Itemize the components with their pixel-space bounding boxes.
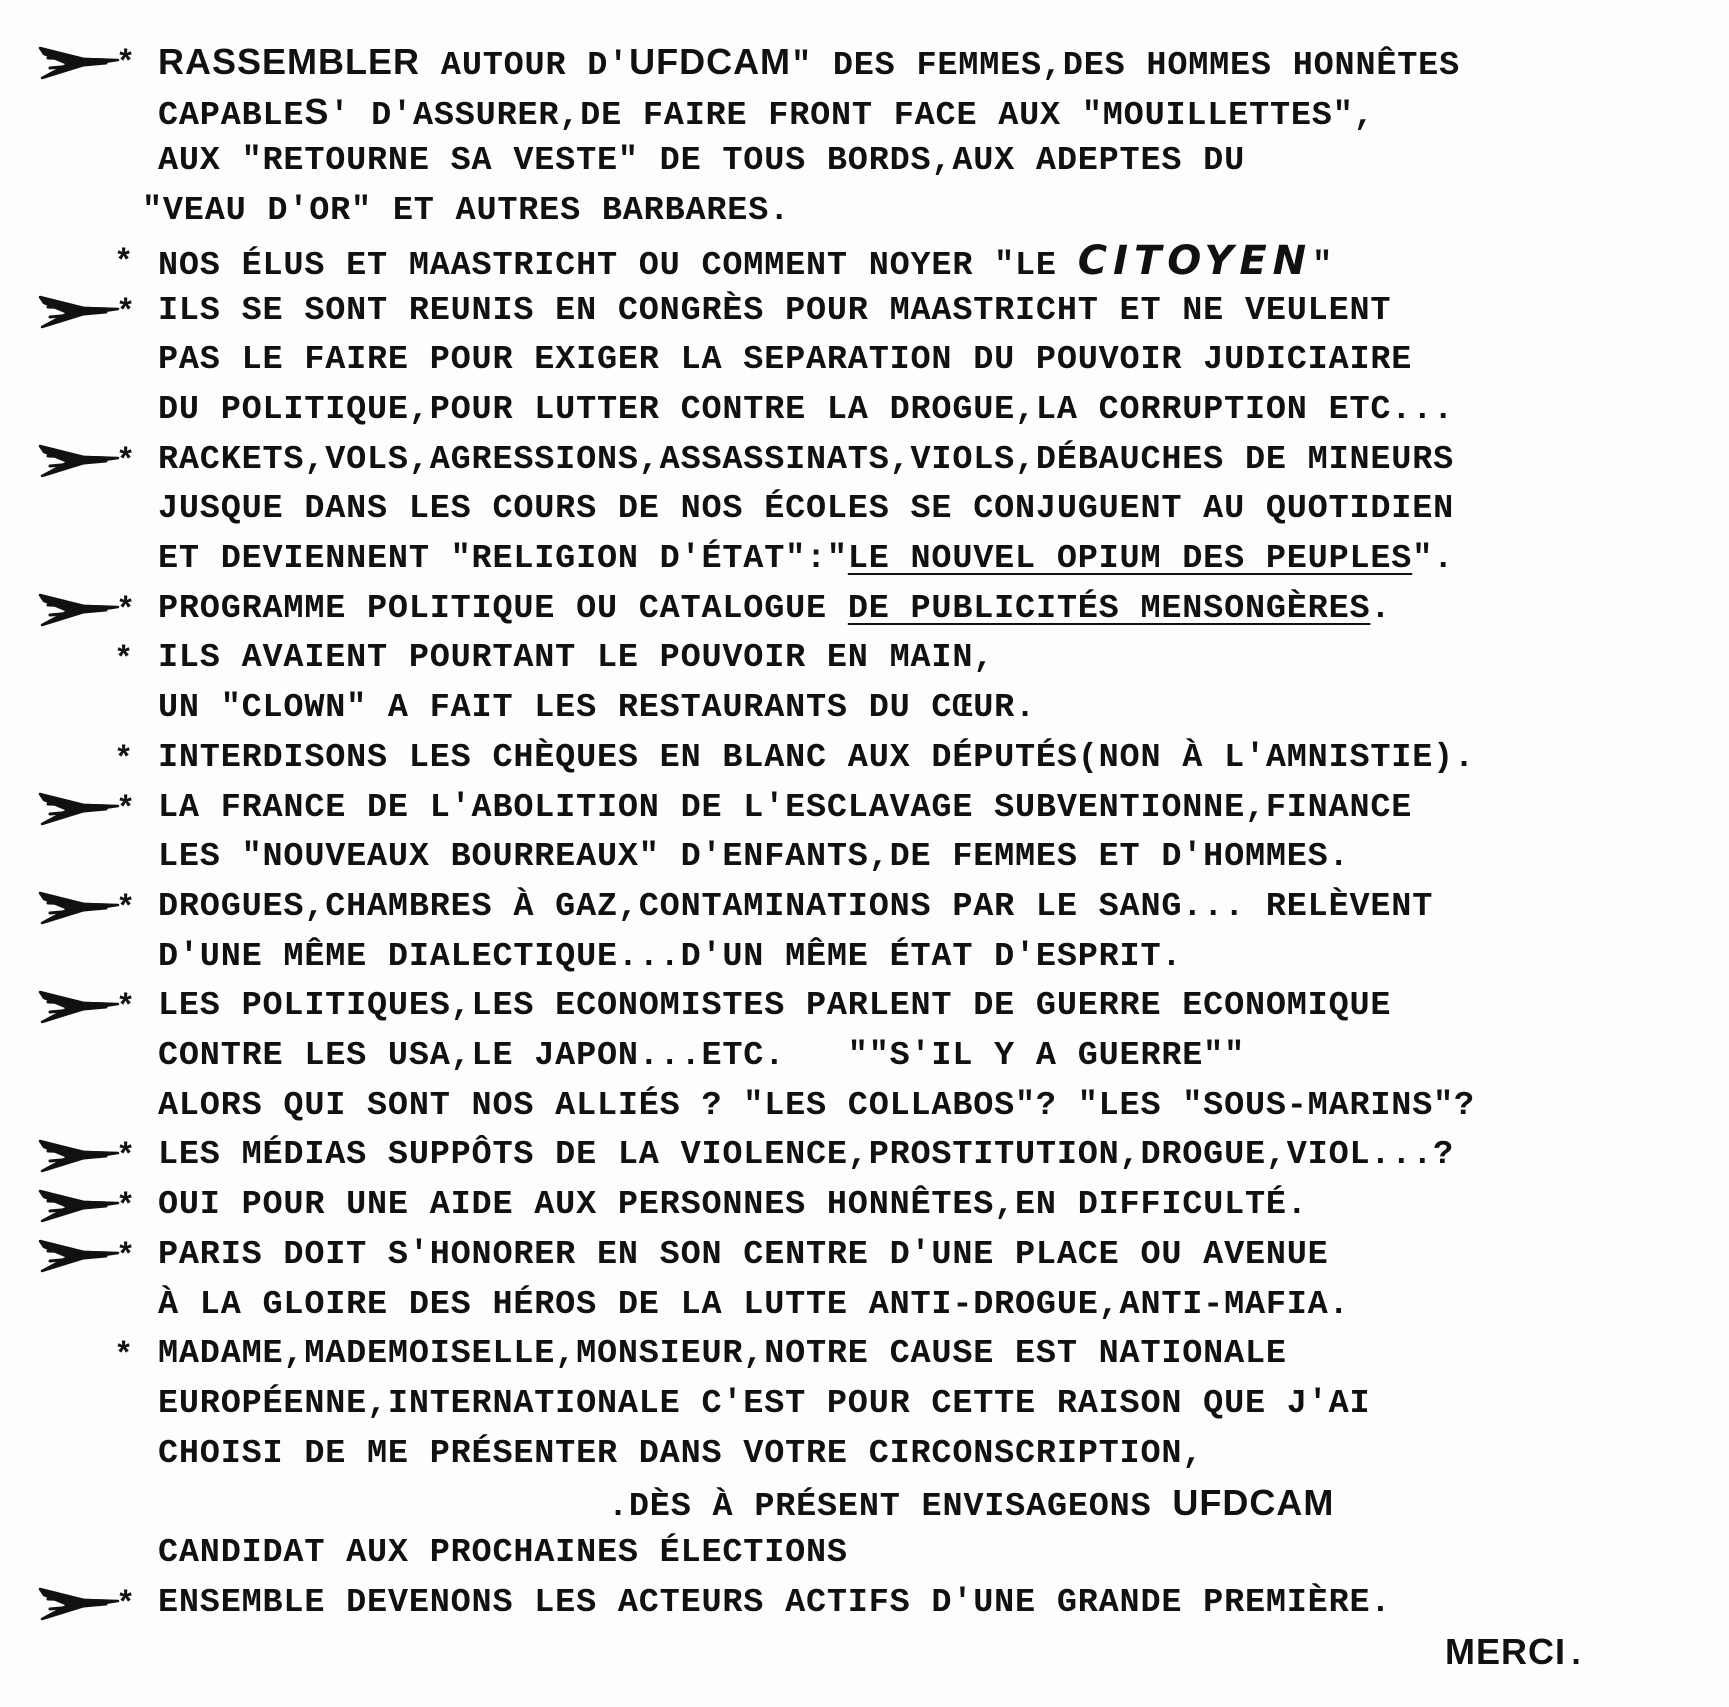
text-line bbox=[158, 1434, 1203, 1474]
text-segment: CAPABLE bbox=[158, 97, 305, 135]
text-segment: NOS ÉLUS ET MAASTRICHT OU COMMENT NOYER "LE bbox=[158, 247, 1078, 285]
text-line bbox=[158, 1086, 1475, 1126]
arrow-icon bbox=[38, 589, 124, 634]
text-segment: "VEAU D'OR" ET AUTRES BARBARES. bbox=[142, 192, 791, 230]
arrow-icon bbox=[38, 1185, 124, 1230]
text-segment: ET DEVIENNENT "RELIGION D'ÉTAT":" bbox=[158, 540, 848, 578]
text-segment: ' D'ASSURER,DE FAIRE FRONT FACE AUX "MOUILLETTES", bbox=[329, 97, 1375, 135]
text-line bbox=[158, 1036, 1245, 1076]
text-line bbox=[158, 788, 1412, 828]
text-line bbox=[158, 638, 994, 678]
text-line bbox=[158, 738, 1475, 778]
asterisk-icon: * bbox=[116, 989, 136, 1026]
asterisk-icon: * bbox=[116, 890, 136, 927]
text-line bbox=[158, 42, 1460, 86]
text-line bbox=[158, 1135, 1454, 1175]
text-line bbox=[158, 539, 1454, 579]
text-segment: EUROPÉENNE,INTERNATIONALE C'EST POUR CETTE RAISON QUE J'AI bbox=[158, 1385, 1371, 1423]
asterisk-icon: * bbox=[116, 443, 136, 480]
emphasis-text: MERCI bbox=[1445, 1631, 1566, 1672]
text-segment: AUX "RETOURNE SA VESTE" DE TOUS BORDS,AUX ADEPTES DU bbox=[158, 142, 1245, 180]
text-segment: PROGRAMME POLITIQUE OU CATALOGUE bbox=[158, 590, 848, 628]
text-segment: CANDIDAT AUX PROCHAINES ÉLECTIONS bbox=[158, 1534, 848, 1572]
text-segment: ALORS QUI SONT NOS ALLIÉS ? "LES COLLABOS"? "LES "SOUS-MARINS"? bbox=[158, 1087, 1475, 1125]
text-segment: LA FRANCE DE L'ABOLITION DE L'ESCLAVAGE SUBVENTIONNE,FINANCE bbox=[158, 789, 1413, 827]
asterisk-icon: * bbox=[116, 1138, 136, 1175]
text-line bbox=[158, 1285, 1350, 1325]
text-segment: AUTOUR D' bbox=[420, 47, 630, 85]
text-segment: PAS LE FAIRE POUR EXIGER LA SEPARATION DU POUVOIR JUDICIAIRE bbox=[158, 341, 1413, 379]
arrow-icon bbox=[38, 788, 124, 833]
arrow-icon bbox=[38, 887, 124, 932]
arrow-icon bbox=[38, 1135, 124, 1180]
arrow-icon bbox=[38, 291, 124, 336]
text-segment: ILS SE SONT REUNIS EN CONGRÈS POUR MAASTRICHT ET NE VEULENT bbox=[158, 292, 1392, 330]
text-line bbox=[158, 1583, 1391, 1623]
arrow-icon bbox=[38, 42, 124, 87]
text-line bbox=[1445, 1632, 1587, 1676]
text-line bbox=[158, 837, 1350, 877]
text-line bbox=[158, 440, 1454, 480]
text-line bbox=[142, 191, 790, 231]
text-segment: LES MÉDIAS SUPPÔTS DE LA VIOLENCE,PROSTITUTION,DROGUE,VIOL...? bbox=[158, 1136, 1455, 1174]
text-segment: À LA GLOIRE DES HÉROS DE LA LUTTE ANTI-DROGUE,ANTI-MAFIA. bbox=[158, 1286, 1350, 1324]
text-line bbox=[158, 238, 1334, 286]
asterisk-icon: * bbox=[116, 1586, 136, 1623]
text-segment: LES "NOUVEAUX BOURREAUX" D'ENFANTS,DE FEMMES ET D'HOMMES. bbox=[158, 838, 1350, 876]
text-segment: .DÈS À PRÉSENT ENVISAGEONS bbox=[608, 1488, 1173, 1526]
emphasis-text: UFDCAM bbox=[629, 41, 792, 82]
text-line bbox=[158, 291, 1391, 331]
text-line bbox=[608, 1483, 1334, 1527]
text-line bbox=[158, 1185, 1308, 1225]
text-segment: LES POLITIQUES,LES ECONOMISTES PARLENT DE GUERRE ECONOMIQUE bbox=[158, 987, 1392, 1025]
emphasis-text: UFDCAM bbox=[1172, 1482, 1335, 1523]
arrow-icon bbox=[38, 440, 124, 485]
text-segment: UN "CLOWN" A FAIT LES RESTAURANTS DU CŒUR. bbox=[158, 689, 1036, 727]
emphasis-text: S bbox=[304, 91, 330, 132]
text-segment: D'UNE MÊME DIALECTIQUE...D'UN MÊME ÉTAT D'ESPRIT. bbox=[158, 938, 1183, 976]
asterisk-icon: * bbox=[116, 1188, 136, 1225]
text-line bbox=[158, 390, 1454, 430]
text-segment: ENSEMBLE DEVENONS LES ACTEURS ACTIFS D'UNE GRANDE PREMIÈRE. bbox=[158, 1584, 1392, 1622]
asterisk-icon: * bbox=[116, 45, 136, 82]
asterisk-icon: * bbox=[114, 641, 134, 678]
handwritten-word: CITOYEN bbox=[1077, 238, 1313, 284]
text-segment: " bbox=[1312, 247, 1334, 285]
asterisk-icon: * bbox=[114, 1337, 134, 1374]
underlined-text: DE PUBLICITÉS MENSONGÈRES bbox=[847, 590, 1371, 628]
text-segment: ". bbox=[1412, 540, 1455, 578]
text-segment: INTERDISONS LES CHÈQUES EN BLANC AUX DÉPUTÉS(NON À L'AMNISTIE). bbox=[158, 739, 1475, 777]
text-line bbox=[158, 589, 1391, 629]
text-line bbox=[158, 92, 1375, 136]
text-segment: ILS AVAIENT POURTANT LE POUVOIR EN MAIN, bbox=[158, 639, 995, 677]
text-segment: JUSQUE DANS LES COURS DE NOS ÉCOLES SE CONJUGUENT AU QUOTIDIEN bbox=[158, 490, 1455, 528]
text-line bbox=[158, 887, 1433, 927]
text-segment: . bbox=[1566, 1637, 1587, 1675]
asterisk-icon: * bbox=[114, 244, 134, 281]
arrow-icon bbox=[38, 1583, 124, 1628]
text-line bbox=[158, 340, 1412, 380]
arrow-icon bbox=[38, 986, 124, 1031]
text-segment: PARIS DOIT S'HONORER EN SON CENTRE D'UNE PLACE OU AVENUE bbox=[158, 1236, 1329, 1274]
text-line bbox=[158, 489, 1454, 529]
text-segment: . bbox=[1370, 590, 1392, 628]
text-line bbox=[158, 1235, 1329, 1275]
text-line bbox=[158, 1533, 848, 1573]
text-line bbox=[158, 1334, 1287, 1374]
text-line bbox=[158, 986, 1391, 1026]
text-segment: DU POLITIQUE,POUR LUTTER CONTRE LA DROGUE,LA CORRUPTION ETC... bbox=[158, 391, 1455, 429]
asterisk-icon: * bbox=[116, 1238, 136, 1275]
text-line bbox=[158, 1384, 1370, 1424]
asterisk-icon: * bbox=[116, 791, 136, 828]
asterisk-icon: * bbox=[116, 592, 136, 629]
text-line bbox=[158, 141, 1245, 181]
text-segment: OUI POUR UNE AIDE AUX PERSONNES HONNÊTES,EN DIFFICULTÉ. bbox=[158, 1186, 1308, 1224]
asterisk-icon: * bbox=[114, 741, 134, 778]
text-segment: MADAME,MADEMOISELLE,MONSIEUR,NOTRE CAUSE EST NATIONALE bbox=[158, 1335, 1287, 1373]
emphasis-text: RASSEMBLER bbox=[158, 41, 421, 82]
text-line bbox=[158, 688, 1036, 728]
text-segment: " DES FEMMES,DES HOMMES HONNÊTES bbox=[791, 47, 1460, 85]
text-segment: RACKETS,VOLS,AGRESSIONS,ASSASSINATS,VIOLS,DÉBAUCHES DE MINEURS bbox=[158, 441, 1455, 479]
asterisk-icon: * bbox=[116, 294, 136, 331]
underlined-text: LE NOUVEL OPIUM DES PEUPLES bbox=[847, 540, 1413, 578]
text-line bbox=[158, 937, 1182, 977]
text-segment: DROGUES,CHAMBRES À GAZ,CONTAMINATIONS PAR LE SANG... RELÈVENT bbox=[158, 888, 1434, 926]
arrow-icon bbox=[38, 1235, 124, 1280]
text-segment: CONTRE LES USA,LE JAPON...ETC. ""S'IL Y A GUERRE"" bbox=[158, 1037, 1245, 1075]
text-segment: CHOISI DE ME PRÉSENTER DANS VOTRE CIRCONSCRIPTION, bbox=[158, 1435, 1204, 1473]
